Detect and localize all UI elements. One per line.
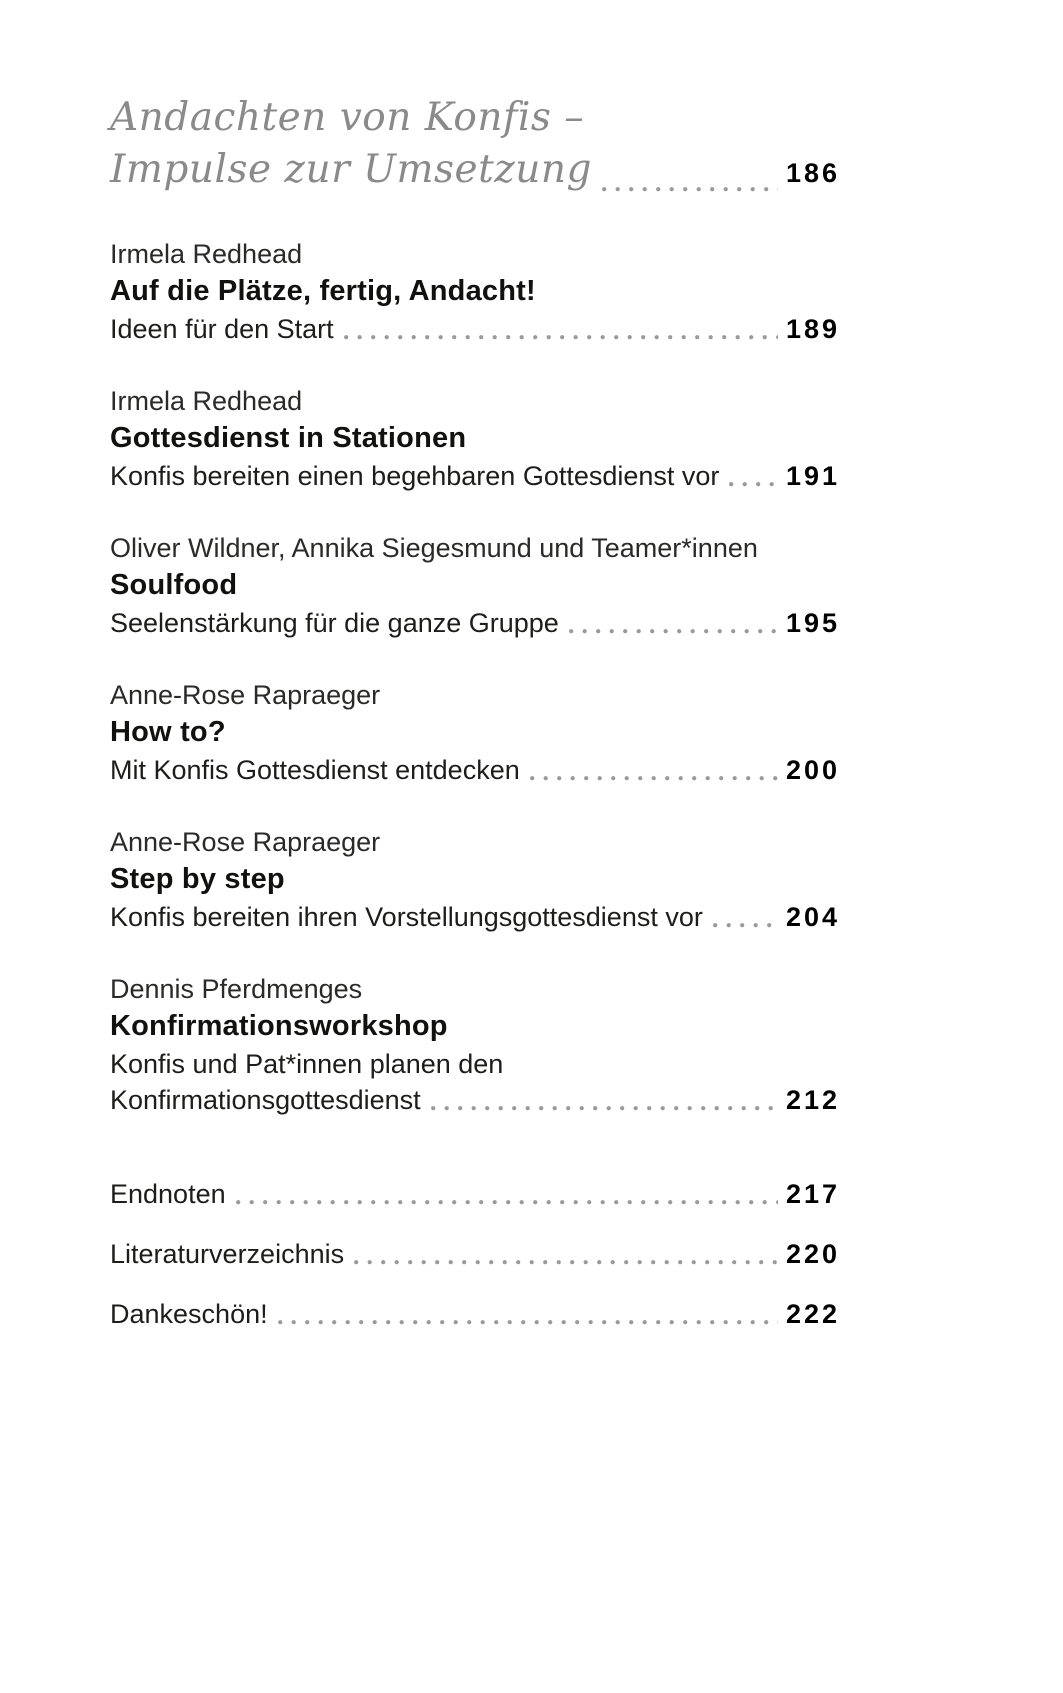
entry-subtitle-line1: Konfis und Pat*innen planen den <box>110 1049 504 1079</box>
toc-entry <box>110 531 840 641</box>
entry-subtitle: Konfis bereiten ihren Vorstellungsgottesdienst vor <box>110 902 703 932</box>
entry-author: Irmela Redhead <box>110 386 303 416</box>
backmatter-row <box>110 1296 840 1332</box>
chapter-heading-line2: Impulse zur Umsetzung <box>110 147 593 192</box>
entry-title: Auf die Plätze, fertig, Andacht! <box>110 275 536 307</box>
entry-subtitle: Konfirmationsgottesdienst <box>110 1085 421 1115</box>
backmatter-label: Endnoten <box>110 1179 226 1209</box>
chapter-heading-row <box>110 144 840 199</box>
page-number: 204 <box>785 902 840 932</box>
page-number: 212 <box>785 1085 840 1115</box>
backmatter-label: Literaturverzeichnis <box>110 1239 345 1269</box>
page-number: 217 <box>785 1179 840 1209</box>
dotted-leader <box>431 1106 778 1111</box>
entry-subtitle: Konfis bereiten einen begehbaren Gottesdienst vor <box>110 461 720 491</box>
entry-author: Oliver Wildner, Annika Siegesmund und Teamer*innen <box>110 533 758 563</box>
entry-author: Anne-Rose Rapraeger <box>110 827 381 857</box>
dotted-leader <box>354 1260 778 1265</box>
entry-title: Soulfood <box>110 569 238 601</box>
entry-title: Konfirmationsworkshop <box>110 1010 448 1042</box>
chapter-heading-line1: Andachten von Konfis – <box>110 95 585 140</box>
toc-content <box>110 92 840 1332</box>
dotted-leader <box>236 1200 778 1205</box>
backmatter <box>110 1176 840 1332</box>
dotted-leader <box>569 629 778 634</box>
toc-entry <box>110 972 840 1118</box>
entry-subtitle-row <box>110 605 840 641</box>
page-number: 200 <box>785 755 840 785</box>
entry-subtitle: Mit Konfis Gottesdienst entdecken <box>110 755 520 785</box>
dotted-leader <box>530 776 778 781</box>
entry-subtitle-row <box>110 458 840 494</box>
entry-title: Gottesdienst in Stationen <box>110 422 467 454</box>
dotted-leader <box>713 923 778 928</box>
toc-entry <box>110 678 840 788</box>
dotted-leader <box>278 1320 778 1325</box>
page-number: 195 <box>785 608 840 638</box>
entry-author: Anne-Rose Rapraeger <box>110 680 381 710</box>
entry-subtitle: Seelenstärkung für die ganze Gruppe <box>110 608 559 638</box>
dotted-leader <box>729 482 778 487</box>
entry-title: Step by step <box>110 863 285 895</box>
backmatter-row <box>110 1236 840 1272</box>
toc-entry <box>110 384 840 494</box>
entry-subtitle-row <box>110 311 840 347</box>
page-number: 191 <box>785 461 840 491</box>
entry-title: How to? <box>110 716 226 748</box>
page-number: 222 <box>785 1299 840 1329</box>
entry-subtitle-row <box>110 752 840 788</box>
page-number: 220 <box>785 1239 840 1269</box>
entry-subtitle-row <box>110 1082 840 1118</box>
toc-entry <box>110 237 840 347</box>
backmatter-row <box>110 1176 840 1212</box>
page-number: 186 <box>785 158 840 188</box>
entry-subtitle-row <box>110 899 840 935</box>
page-number: 189 <box>785 314 840 344</box>
entry-author: Irmela Redhead <box>110 239 303 269</box>
toc-entries <box>110 237 840 1118</box>
dotted-leader <box>602 187 778 192</box>
entry-author: Dennis Pferdmenges <box>110 974 363 1004</box>
backmatter-label: Dankeschön! <box>110 1299 268 1329</box>
chapter-heading <box>110 92 840 199</box>
dotted-leader <box>344 335 778 340</box>
entry-subtitle: Ideen für den Start <box>110 314 334 344</box>
toc-entry <box>110 825 840 935</box>
